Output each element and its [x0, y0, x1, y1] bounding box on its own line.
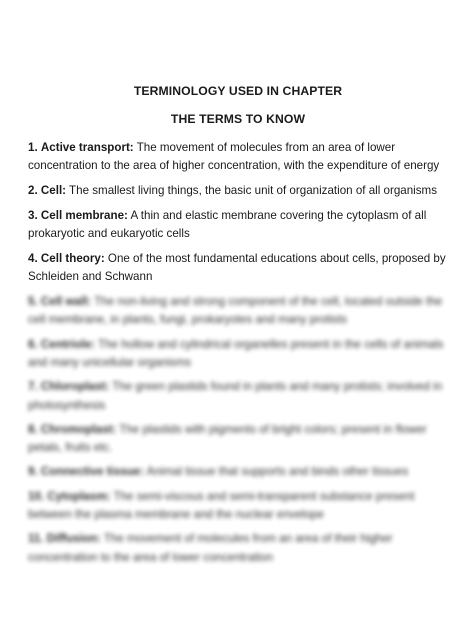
term-item	[28, 293, 448, 330]
term-name: Diffusion:	[46, 532, 101, 546]
document-subtitle: THE TERMS TO KNOW	[170, 112, 306, 126]
term-definition: The semi-viscous and semi-transparent substance present between the plasma membrane and the nuclear envelope	[28, 489, 415, 522]
term-item	[28, 378, 448, 415]
term-definition: A thin and elastic membrane covering the cytoplasm of all prokaryotic and eukaryotic cells	[28, 208, 427, 241]
term-item	[28, 336, 448, 373]
term-number: 2.	[28, 184, 38, 198]
term-definition: The movement of molecules from an area of lower concentration to the area of higher concentration, with the expenditure of energy	[28, 141, 440, 173]
term-item	[28, 207, 448, 244]
term-definition: The green plastids found in plants and many protists; involved in photosynthesis	[28, 380, 443, 412]
term-definition: Animal tissue that supports and binds other tissues	[146, 465, 409, 479]
term-name: Chromoplast:	[40, 422, 117, 436]
term-definition: The hollow and cylindrical organelles present in the cells of animals and many unicellular organisms	[28, 337, 444, 369]
term-number: 10.	[28, 489, 45, 503]
term-name: Cell:	[40, 184, 67, 198]
term-number: 4.	[28, 251, 38, 265]
term-number: 11.	[28, 532, 44, 546]
term-definition: The non-living and strong component of the cell, located outside the cell membrane, in plants, fungi, prokaryotes and many protists	[28, 295, 443, 327]
document-title: TERMINOLOGY USED IN CHAPTER	[133, 84, 343, 98]
term-item	[28, 250, 448, 287]
term-name: Connective tissue:	[40, 465, 144, 479]
term-name: Centriole:	[40, 337, 96, 351]
term-name: Cytoplasm:	[47, 489, 111, 503]
term-item	[28, 488, 448, 525]
term-number: 5.	[28, 295, 38, 309]
term-number: 1.	[28, 141, 38, 154]
term-number: 8.	[28, 422, 38, 436]
term-name: Cell theory:	[40, 251, 105, 265]
term-definition: The movement of molecules from an area of their higher concentration to the area of lower concentration	[28, 532, 393, 564]
term-definition: One of the most fundamental educations about cells, proposed by Schleiden and Schwann	[28, 251, 446, 284]
term-definition: The plastids with pigments of bright colors; present in flower petals, fruits etc.	[28, 422, 427, 455]
term-name: Cell membrane:	[40, 208, 128, 222]
term-definition: The smallest living things, the basic unit of organization of all organisms	[69, 184, 438, 198]
term-number: 6.	[28, 337, 38, 351]
term-name: Active transport:	[40, 141, 134, 154]
term-number: 9.	[28, 465, 38, 479]
term-name: Cell wall:	[40, 295, 92, 309]
term-item	[28, 139, 448, 176]
term-number: 7.	[28, 380, 38, 394]
term-item	[28, 182, 448, 200]
term-number: 3.	[28, 208, 38, 222]
term-item	[28, 463, 448, 481]
term-item	[28, 421, 448, 458]
term-item	[28, 530, 448, 567]
term-list	[28, 139, 448, 567]
term-name: Chloroplast:	[40, 380, 110, 394]
